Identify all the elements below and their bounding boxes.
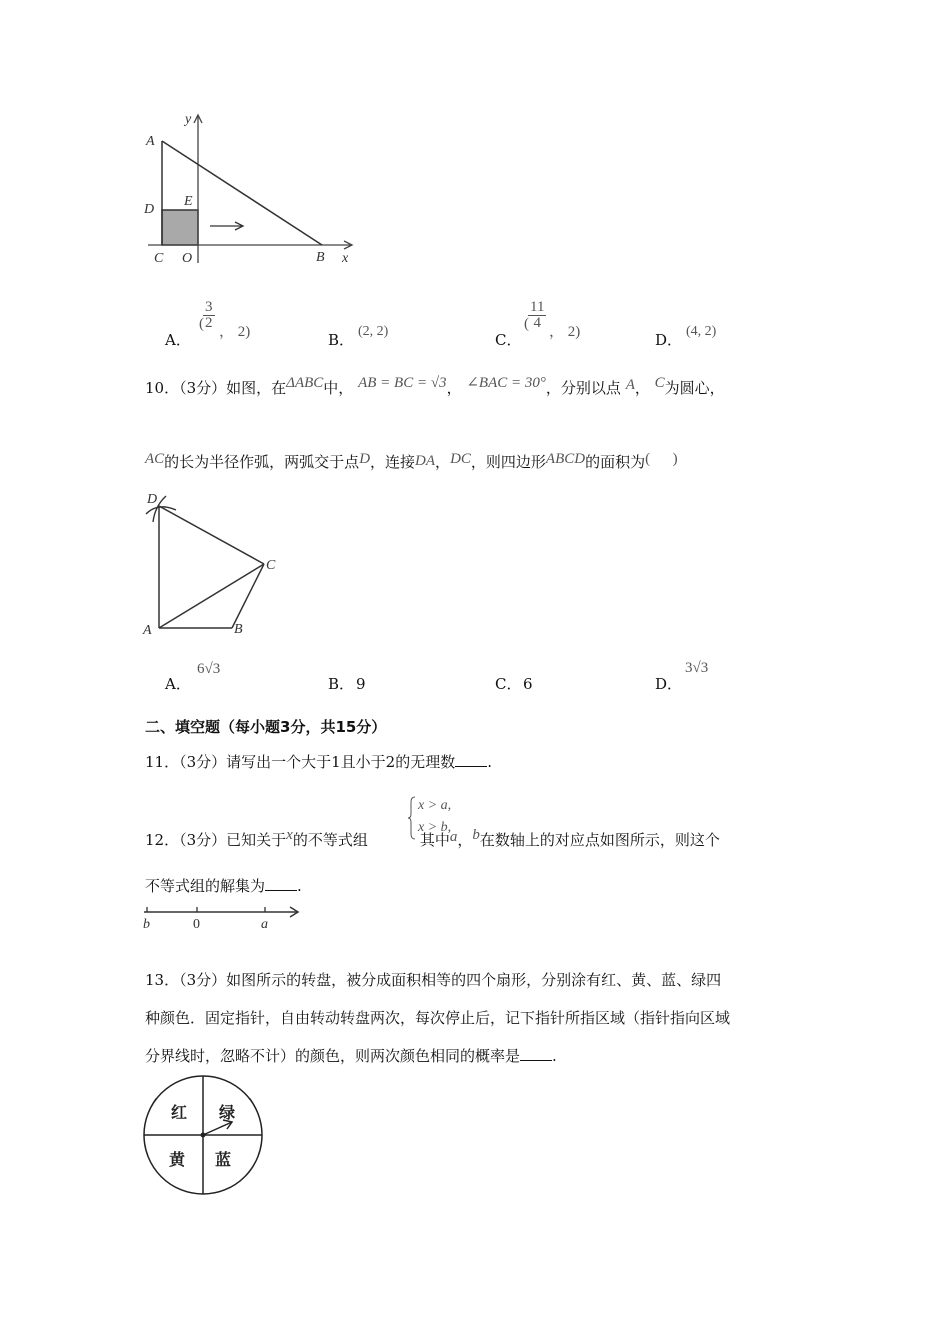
q12-x: x	[286, 827, 293, 843]
label-A: A	[143, 623, 152, 638]
q12-number-line	[138, 900, 308, 934]
q9-option-c-num: 11	[530, 299, 545, 315]
q9-option-c-letter: C．	[495, 331, 522, 349]
q10-l2-t3: ，	[435, 453, 451, 471]
q12-sys1: x > a,	[418, 798, 452, 813]
q9-option-c-rest: ， 2)	[549, 324, 581, 340]
q12-t5: 在数轴上的对应点如图所示，则这个	[479, 831, 720, 849]
q12-line2	[145, 876, 302, 896]
q12-line2-text: 不等式组的解集为	[145, 877, 266, 895]
q11-end: .	[487, 753, 493, 771]
q9-option-a-num: 3	[205, 299, 213, 315]
q9-option-b-value: (2, 2)	[358, 324, 389, 339]
q10-dc: DC	[450, 451, 471, 467]
q13-line2: 种颜色．固定指针，自由转动转盘两次，每次停止后，记下指针所指区域（指针指向区域	[145, 1009, 731, 1027]
q10-t1: 中，	[323, 379, 354, 397]
q9-option-d-value: (4, 2)	[686, 324, 717, 339]
label-C: C	[154, 251, 164, 266]
q10-ac: AC	[145, 451, 165, 467]
shaded-square	[162, 210, 198, 245]
q10-t5: 为圆心，	[664, 379, 725, 397]
q9-option-d-letter: D．	[655, 331, 683, 349]
q9-option-b-letter: B．	[328, 331, 355, 349]
q10-option-b[interactable]	[328, 656, 428, 696]
label-y: y	[185, 112, 192, 127]
q12-b: b	[472, 827, 480, 843]
q12-a: a	[449, 829, 458, 845]
q12-t4: ，	[457, 831, 473, 849]
q10-t3: ，分别以点	[545, 379, 621, 397]
section-title: 二、填空题（每小题3分，共15分）	[145, 718, 387, 736]
q10-abcd: ABCD	[545, 451, 586, 467]
q10-line1	[145, 375, 725, 399]
label-B: B	[234, 622, 243, 637]
q11-blank[interactable]	[455, 752, 487, 767]
q9-option-a-fraction	[203, 300, 215, 331]
q9-option-c-open: (	[524, 316, 529, 332]
sector-green: 绿	[219, 1105, 236, 1122]
q10-da: DA	[415, 453, 436, 469]
sector-yellow: 黄	[169, 1152, 186, 1169]
q10-option-c-value: 6	[523, 675, 533, 693]
q13-line1: 13．（3分）如图所示的转盘，被分成面积相等的四个扇形，分别涂有红、黄、蓝、绿四	[145, 971, 722, 989]
label-zero: 0	[193, 917, 200, 932]
q9-option-c-fraction	[528, 300, 546, 331]
q10-option-d-value: 3√3	[685, 660, 709, 676]
q13-line3-text: 分界线时，忽略不计）的颜色，则两次颜色相同的概率是	[145, 1047, 521, 1065]
q10-triangle: ΔABC	[286, 375, 324, 391]
q11	[145, 752, 492, 772]
q10-t2: ，	[446, 379, 462, 397]
q10-l2-t1: 的长为半径作弧，两弧交于点	[164, 453, 360, 471]
q10-option-a-letter: A．	[165, 675, 191, 693]
q10-option-a-value: 6√3	[197, 661, 221, 677]
q12-t2: 的不等式组	[292, 831, 368, 849]
q10-l2-t4: ，则四边形	[470, 453, 546, 471]
q10-point-a: A	[625, 377, 635, 393]
label-x: x	[342, 251, 349, 266]
label-B: B	[316, 250, 325, 265]
spinner-wheel-svg	[141, 1040, 267, 1200]
q9-option-a-rest: ， 2)	[219, 324, 251, 340]
q9-figure	[130, 105, 370, 275]
q10-point-c: C	[654, 375, 665, 391]
q10-option-a[interactable]	[165, 656, 265, 696]
q10-option-b-value: 9	[356, 675, 366, 693]
q10-l2-t2: ，连接	[370, 453, 416, 471]
q9-option-c-den: 4	[533, 315, 541, 331]
q10-equality: AB = BC = √3	[358, 375, 447, 391]
q11-text: 11．（3分）请写出一个大于1且小于2的无理数	[145, 753, 456, 771]
q13-end: .	[552, 1047, 557, 1065]
label-D: D	[144, 202, 155, 217]
segment-DC	[159, 506, 264, 564]
q13-blank[interactable]	[520, 1046, 552, 1061]
q10-line2	[145, 452, 678, 473]
q10-option-c[interactable]	[495, 656, 595, 696]
q9-option-a-letter: A．	[165, 331, 191, 349]
q10-figure	[140, 488, 290, 638]
q10-t4: ，	[634, 379, 650, 397]
q12-blank[interactable]	[265, 876, 297, 891]
q10-answer-paren: ( )	[645, 451, 678, 467]
q10-option-d[interactable]	[655, 656, 755, 696]
q9-option-c[interactable]	[495, 300, 605, 348]
q12-sys2: x > b,	[418, 820, 452, 835]
q12-t1: 12．（3分）已知关于	[145, 831, 287, 849]
q10-option-c-letter: C．	[495, 675, 522, 693]
q10-option-d-letter: D．	[655, 675, 683, 693]
q10-option-b-letter: B．	[328, 675, 355, 693]
q9-option-a-open: (	[199, 316, 204, 332]
q9-option-b[interactable]	[328, 300, 428, 348]
label-A: A	[146, 134, 155, 149]
q12-t3: 其中	[419, 831, 450, 849]
sector-red: 红	[171, 1105, 188, 1122]
label-O: O	[182, 251, 193, 266]
q9-option-d[interactable]	[655, 300, 755, 348]
q10-d: D	[359, 451, 371, 467]
q10-l2-t5: 的面积为	[585, 453, 646, 471]
q10-number: 10．（3分）如图，在	[145, 379, 287, 397]
label-b: b	[143, 917, 150, 932]
q12-end: .	[297, 877, 302, 895]
q9-option-a-den: 2	[205, 315, 213, 331]
label-D: D	[147, 492, 158, 507]
label-C: C	[266, 558, 276, 573]
sector-blue: 蓝	[215, 1152, 232, 1169]
q10-angle: ∠BAC = 30°	[466, 375, 546, 391]
label-E: E	[184, 194, 193, 209]
label-a: a	[261, 917, 268, 932]
